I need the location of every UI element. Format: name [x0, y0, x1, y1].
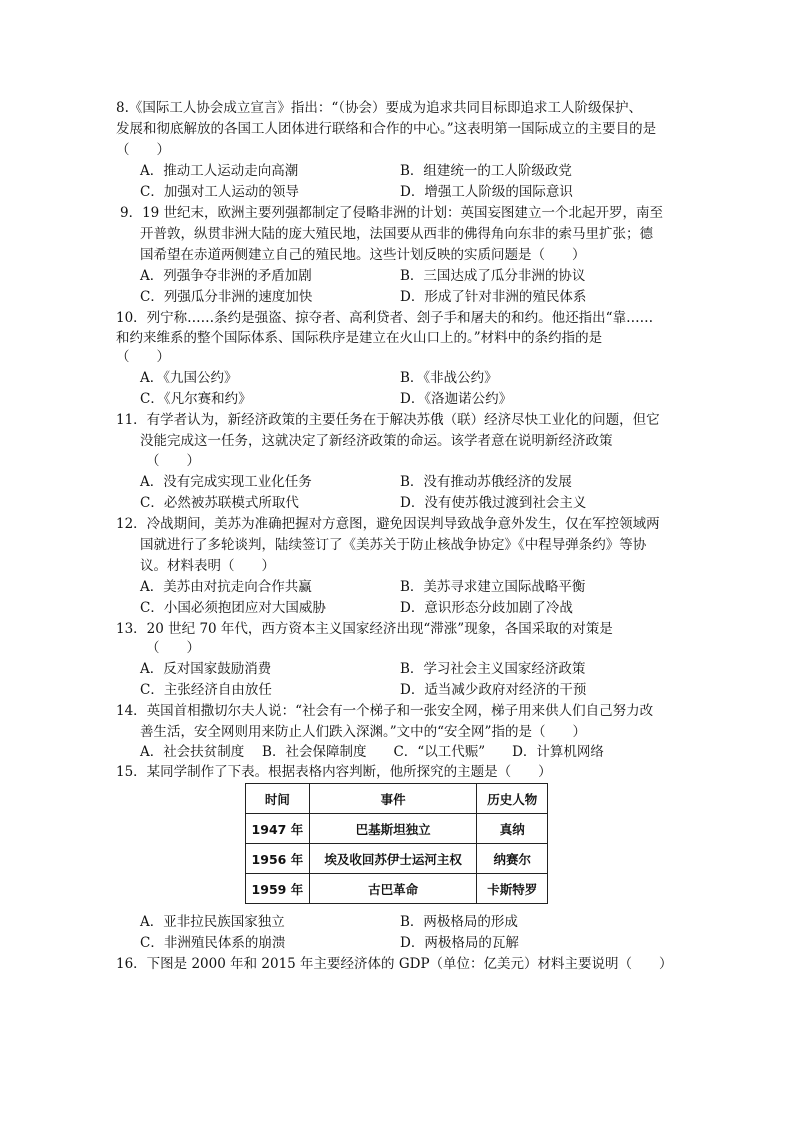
- q12-option-a: A．美苏由对抗走向合作共赢: [140, 579, 312, 595]
- q8-line-1: 8.《国际工人协会成立宣言》指出：“（协会）要成为追求共同目标即追求工人阶级保护、: [116, 100, 643, 116]
- q12-option-d: D．意识形态分歧加剧了冷战: [400, 600, 573, 616]
- q11-option-b: B．没有推动苏俄经济的发展: [400, 474, 572, 490]
- q8-option-d: D．增强工人阶级的国际意识: [400, 184, 573, 200]
- q9-option-d: D．形成了针对非洲的殖民体系: [400, 289, 587, 305]
- q11-option-d: D．没有使苏俄过渡到社会主义: [400, 495, 587, 511]
- q14-options: A．社会扶贫制度 B．社会保障制度 C．“以工代赈” D．计算机网络: [140, 744, 604, 760]
- q12-option-b: B．美苏寻求建立国际战略平衡: [400, 579, 586, 595]
- q11-line-3: （ ）: [146, 453, 200, 469]
- q15-option-b: B．两极格局的形成: [400, 914, 518, 930]
- q8-option-c: C．加强对工人运动的领导: [140, 184, 299, 200]
- q11-line-1: 11．有学者认为，新经济政策的主要任务在于解决苏俄（联）经济尽快工业化的问题，但它: [116, 412, 660, 428]
- q13-option-c: C．主张经济自由放任: [140, 682, 272, 698]
- table-cell: 1947 年: [246, 814, 310, 844]
- table-header-figure: 历史人物: [477, 784, 548, 814]
- table-cell: 卡斯特罗: [477, 874, 548, 904]
- q10-option-d: D．《洛迦诺公约》: [400, 391, 513, 407]
- table-cell: 古巴革命: [309, 874, 477, 904]
- q12-line-3: 议。材料表明（ ）: [140, 558, 275, 574]
- table-cell: 1956 年: [246, 844, 310, 874]
- q11-line-2: 没能完成这一任务，这就决定了新经济政策的命运。该学者意在说明新经济政策: [140, 433, 613, 449]
- table-header-event: 事件: [309, 784, 477, 814]
- q9-option-c: C．列强瓜分非洲的速度加快: [140, 289, 313, 305]
- q10-option-c: C．《凡尔赛和约》: [140, 391, 252, 407]
- table-cell: 1959 年: [246, 874, 310, 904]
- q15-option-d: D．两极格局的瓦解: [400, 935, 519, 951]
- table-cell: 纳赛尔: [477, 844, 548, 874]
- q14-line-2: 善生活，安全网则用来防止人们跌入深渊。”文中的“安全网”指的是（ ）: [140, 724, 586, 740]
- q8-option-a: A．推动工人运动走向高潮: [140, 163, 299, 179]
- q9-option-a: A．列强争夺非洲的矛盾加剧: [140, 268, 312, 284]
- q15-line-1: 15．某同学制作了下表。根据表格内容判断，他所探究的主题是（ ）: [116, 764, 552, 780]
- q12-line-1: 12．冷战期间，美苏为准确把握对方意图，避免因误判导致战争意外发生，仅在军控领域两: [116, 516, 660, 532]
- q9-line-1: 9．19 世纪末，欧洲主要列强都制定了侵略非洲的计划：英国妄图建立一个北起开罗，南至: [120, 205, 664, 221]
- q9-option-b: B．三国达成了瓜分非洲的协议: [400, 268, 586, 284]
- q10-line-1: 10．列宁称……条约是强盗、掠夺者、高利贷者、刽子手和屠夫的和约。他还指出“靠……: [116, 310, 654, 326]
- q15-option-c: C．非洲殖民体系的崩溃: [140, 935, 286, 951]
- q13-line-1: 13．20 世纪 70 年代，西方资本主义国家经济出现“滞涨”现象，各国采取的对策是: [116, 621, 613, 637]
- q9-line-3: 国希望在赤道两侧建立自己的殖民地。这些计划反映的实质问题是（ ）: [140, 247, 586, 263]
- q16-line-1: 16．下图是 2000 年和 2015 年主要经济体的 GDP（单位：亿美元）材料主要说明（ ）: [116, 956, 673, 972]
- q13-option-a: A．反对国家鼓励消费: [140, 661, 272, 677]
- table-header-row: [246, 784, 548, 814]
- q10-line-3: （ ）: [116, 349, 170, 365]
- q13-line-2: （ ）: [146, 640, 200, 656]
- q13-option-b: B．学习社会主义国家经济政策: [400, 661, 586, 677]
- q10-option-b: B．《非战公约》: [400, 370, 498, 386]
- table-row: [246, 814, 548, 844]
- q15-table: [245, 783, 548, 904]
- table-row: [246, 874, 548, 904]
- q12-option-c: C．小国必须抱团应对大国威胁: [140, 600, 326, 616]
- table-cell: 巴基斯坦独立: [309, 814, 477, 844]
- table-row: [246, 844, 548, 874]
- q8-line-2: 发展和彻底解放的各国工人团体进行联络和合作的中心。”这表明第一国际成立的主要目的是: [116, 121, 657, 137]
- q10-line-2: 和约来维系的整个国际体系、国际秩序是建立在火山口上的。”材料中的条约指的是: [116, 330, 603, 346]
- table-cell: 埃及收回苏伊士运河主权: [309, 844, 477, 874]
- q8-option-b: B．组建统一的工人阶级政党: [400, 163, 572, 179]
- q15-option-a: A．亚非拉民族国家独立: [140, 914, 285, 930]
- q10-option-a: A．《九国公约》: [140, 370, 238, 386]
- q11-option-c: C．必然被苏联模式所取代: [140, 495, 299, 511]
- q12-line-2: 国就进行了多轮谈判，陆续签订了《美苏关于防止核战争协定》《中程导弹条约》等协: [140, 537, 647, 553]
- q11-option-a: A．没有完成实现工业化任务: [140, 474, 312, 490]
- q13-option-d: D．适当减少政府对经济的干预: [400, 682, 587, 698]
- q14-line-1: 14．英国首相撒切尔夫人说：“社会有一个梯子和一张安全网，梯子用来供人们自己努力改: [116, 703, 654, 719]
- q9-line-2: 开普敦，纵贯非洲大陆的庞大殖民地，法国要从西非的佛得角向东非的索马里扩张；德: [140, 226, 653, 242]
- q8-line-3: （ ）: [116, 142, 170, 158]
- table-header-time: 时间: [246, 784, 310, 814]
- table-cell: 真纳: [477, 814, 548, 844]
